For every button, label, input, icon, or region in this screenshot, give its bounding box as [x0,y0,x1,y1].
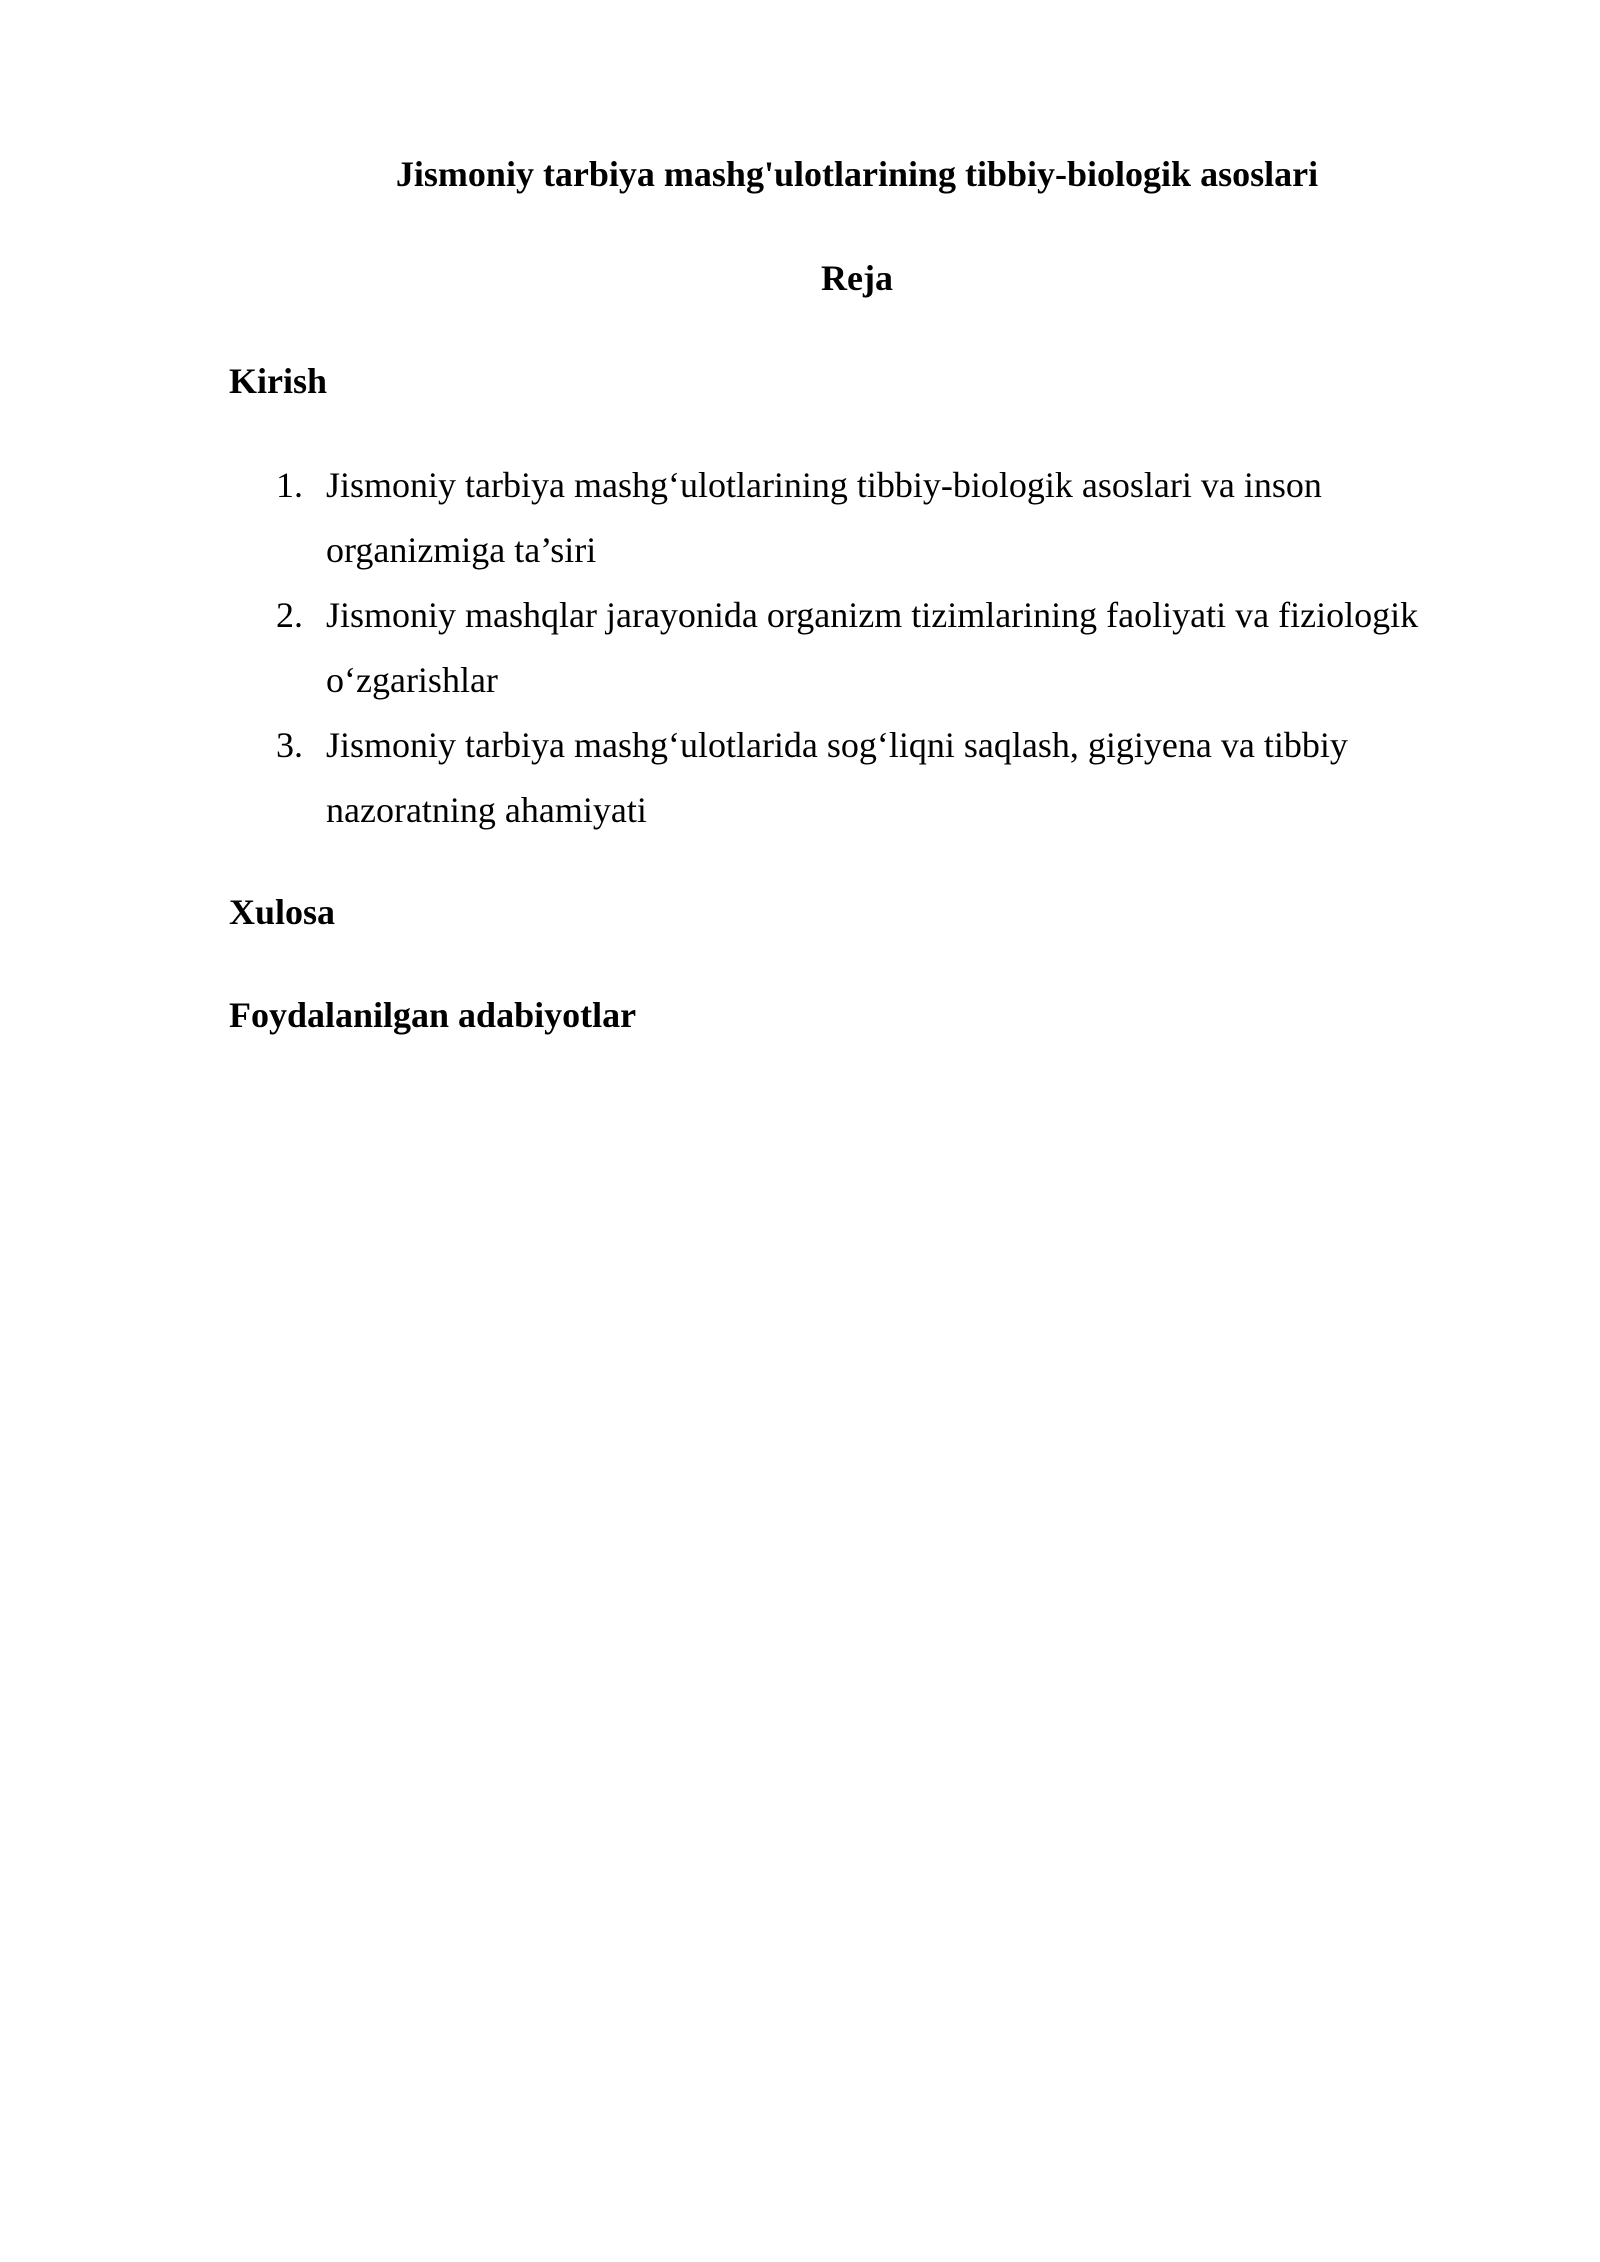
plan-item-number: 2. [276,595,303,635]
plan-item-number: 3. [276,725,303,765]
plan-item-text: Jismoniy tarbiya mashg‘ulotlarining tibbiy-biologik asoslari va inson organizmiga ta’siri [326,465,1322,570]
plan-item [229,583,1479,713]
plan-item-number: 1. [276,465,303,505]
conclusion-heading: Xulosa [229,892,336,932]
plan-list [229,453,1479,843]
plan-item [229,453,1479,583]
plan-item [229,713,1479,843]
references-heading: Foydalanilgan adabiyotlar [229,995,637,1035]
document-title: Jismoniy tarbiya mashg'ulotlarining tibbiy-biologik asoslari [395,154,1319,194]
plan-heading: Reja [821,258,893,298]
intro-heading: Kirish [229,361,328,401]
plan-item-text: Jismoniy tarbiya mashg‘ulotlarida sog‘liqni saqlash, gigiyena va tibbiy nazoratning ahamiyati [326,725,1348,830]
plan-item-text: Jismoniy mashqlar jarayonida organizm tizimlarining faoliyati va fiziologik o‘zgarishlar [326,595,1419,700]
